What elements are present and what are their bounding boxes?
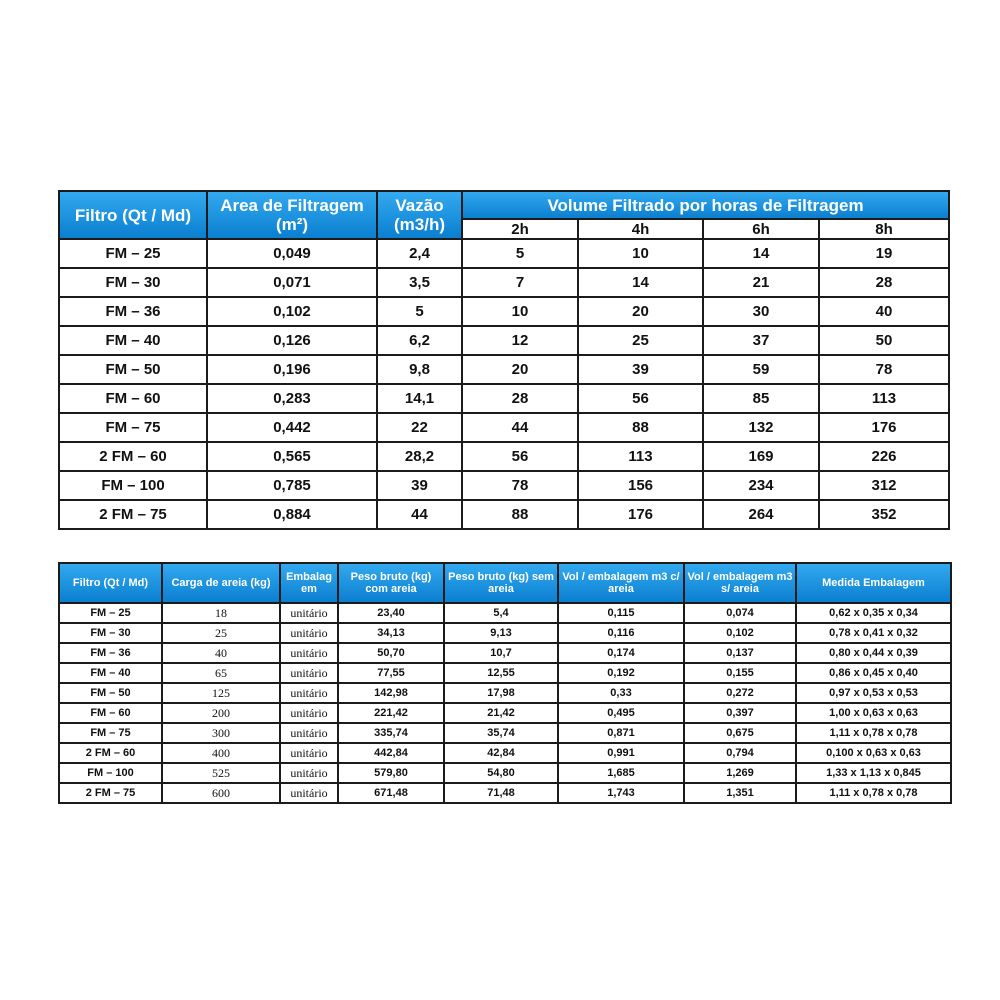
packaging-table (58, 562, 952, 804)
table-row (59, 268, 949, 297)
row-filter-model: FM – 36 (59, 643, 162, 663)
table-cell: 39 (377, 471, 462, 500)
table-cell: 0,871 (558, 723, 684, 743)
header-area (207, 191, 377, 239)
header-volume: Volume Filtrado por horas de Filtragem (462, 191, 949, 219)
table-cell: 28 (462, 384, 578, 413)
table-cell: 50,70 (338, 643, 444, 663)
row-filter-model: FM – 50 (59, 683, 162, 703)
table-cell: 0,071 (207, 268, 377, 297)
table-cell: 21 (703, 268, 819, 297)
table-cell: 0,126 (207, 326, 377, 355)
row-filter-model: FM – 30 (59, 623, 162, 643)
header-vazao (377, 191, 462, 239)
header2-carga: Carga de areia (kg) (162, 563, 280, 603)
table-cell: 0,80 x 0,44 x 0,39 (796, 643, 951, 663)
table-cell: 1,269 (684, 763, 796, 783)
table-cell: 0,97 x 0,53 x 0,53 (796, 683, 951, 703)
table-cell: 5 (377, 297, 462, 326)
row-filter-model: FM – 40 (59, 326, 207, 355)
table-cell: 10 (462, 297, 578, 326)
header2-medida: Medida Embalagem (796, 563, 951, 603)
table-cell: 0,196 (207, 355, 377, 384)
table-cell: unitário (280, 723, 338, 743)
table-cell: 6,2 (377, 326, 462, 355)
table-cell: 3,5 (377, 268, 462, 297)
row-filter-model: FM – 40 (59, 663, 162, 683)
table-cell: 125 (162, 683, 280, 703)
table-row (59, 743, 951, 763)
table-cell: 600 (162, 783, 280, 803)
table-cell: 12 (462, 326, 578, 355)
table-cell: 226 (819, 442, 949, 471)
header-filtro: Filtro (Qt / Md) (59, 191, 207, 239)
table-cell: 113 (819, 384, 949, 413)
table-cell: 0,283 (207, 384, 377, 413)
table-cell: 200 (162, 703, 280, 723)
table-cell: 0,884 (207, 500, 377, 529)
table-cell: 28 (819, 268, 949, 297)
table-cell: 25 (578, 326, 703, 355)
table-cell: unitário (280, 603, 338, 623)
table-row (59, 413, 949, 442)
table-cell: 85 (703, 384, 819, 413)
table-cell: 78 (462, 471, 578, 500)
table-cell: 34,13 (338, 623, 444, 643)
row-filter-model: 2 FM – 75 (59, 500, 207, 529)
table-cell: 0,397 (684, 703, 796, 723)
table-cell: unitário (280, 763, 338, 783)
table-cell: 56 (462, 442, 578, 471)
table-cell: unitário (280, 643, 338, 663)
table-row (59, 683, 951, 703)
table-cell: 5,4 (444, 603, 558, 623)
table-cell: 0,565 (207, 442, 377, 471)
row-filter-model: FM – 25 (59, 603, 162, 623)
table-cell: 525 (162, 763, 280, 783)
row-filter-model: FM – 75 (59, 723, 162, 743)
table-row (59, 663, 951, 683)
table-cell: 21,42 (444, 703, 558, 723)
table-row (59, 603, 951, 623)
table-row (59, 623, 951, 643)
table-cell: 20 (462, 355, 578, 384)
table-cell: 25 (162, 623, 280, 643)
table-row (59, 643, 951, 663)
row-filter-model: FM – 60 (59, 384, 207, 413)
table-cell: 1,00 x 0,63 x 0,63 (796, 703, 951, 723)
table-cell: 352 (819, 500, 949, 529)
table-cell: 1,685 (558, 763, 684, 783)
header-vazao-unit: (m3/h) (394, 215, 445, 234)
row-filter-model: FM – 25 (59, 239, 207, 268)
table-cell: 22 (377, 413, 462, 442)
row-filter-model: FM – 100 (59, 471, 207, 500)
table-row (59, 326, 949, 355)
table-cell: 0,155 (684, 663, 796, 683)
table-cell: 28,2 (377, 442, 462, 471)
table-cell: 9,13 (444, 623, 558, 643)
header2-vol-com: Vol / embalagem m3 c/ areia (558, 563, 684, 603)
table-cell: 0,675 (684, 723, 796, 743)
table-cell: 71,48 (444, 783, 558, 803)
table-cell: 39 (578, 355, 703, 384)
row-filter-model: FM – 100 (59, 763, 162, 783)
table-cell: 50 (819, 326, 949, 355)
header-area-label: Area de Filtragem (220, 196, 364, 215)
table-cell: 264 (703, 500, 819, 529)
table-row (59, 763, 951, 783)
table-cell: 0,116 (558, 623, 684, 643)
table-cell: 17,98 (444, 683, 558, 703)
table-cell: 40 (162, 643, 280, 663)
table-cell: 7 (462, 268, 578, 297)
table-cell: 0,192 (558, 663, 684, 683)
table-cell: 1,11 x 0,78 x 0,78 (796, 783, 951, 803)
table-cell: 1,351 (684, 783, 796, 803)
header-area-unit: (m²) (275, 215, 309, 234)
table-cell: 156 (578, 471, 703, 500)
row-filter-model: 2 FM – 75 (59, 783, 162, 803)
table-cell: 442,84 (338, 743, 444, 763)
table-cell: 221,42 (338, 703, 444, 723)
row-filter-model: FM – 50 (59, 355, 207, 384)
table-cell: 0,102 (207, 297, 377, 326)
table-cell: 1,743 (558, 783, 684, 803)
table-cell: 142,98 (338, 683, 444, 703)
header2-filtro: Filtro (Qt / Md) (59, 563, 162, 603)
table-cell: 18 (162, 603, 280, 623)
table-cell: 0,049 (207, 239, 377, 268)
table-cell: unitário (280, 743, 338, 763)
table-cell: 20 (578, 297, 703, 326)
header-vazao-label: Vazão (395, 196, 444, 215)
table-cell: 234 (703, 471, 819, 500)
table-row (59, 384, 949, 413)
table-cell: 169 (703, 442, 819, 471)
table-row (59, 500, 949, 529)
table-row (59, 297, 949, 326)
header2-peso-com: Peso bruto (kg) com areia (338, 563, 444, 603)
row-filter-model: 2 FM – 60 (59, 442, 207, 471)
table-cell: 44 (377, 500, 462, 529)
table-cell: 23,40 (338, 603, 444, 623)
table-cell: 0,074 (684, 603, 796, 623)
table-cell: 0,137 (684, 643, 796, 663)
filtration-volume-table (58, 190, 950, 530)
table-cell: 0,78 x 0,41 x 0,32 (796, 623, 951, 643)
table-cell: unitário (280, 623, 338, 643)
table-cell: 579,80 (338, 763, 444, 783)
table-cell: 14 (578, 268, 703, 297)
row-filter-model: FM – 75 (59, 413, 207, 442)
table-cell: 0,785 (207, 471, 377, 500)
table-cell: 0,102 (684, 623, 796, 643)
header-6h: 6h (703, 219, 819, 239)
table-cell: 10,7 (444, 643, 558, 663)
table-cell: unitário (280, 683, 338, 703)
table-cell: 0,62 x 0,35 x 0,34 (796, 603, 951, 623)
table-cell: unitário (280, 783, 338, 803)
row-filter-model: FM – 30 (59, 268, 207, 297)
table-cell: 35,74 (444, 723, 558, 743)
row-filter-model: FM – 36 (59, 297, 207, 326)
table-cell: 14,1 (377, 384, 462, 413)
table-cell: 300 (162, 723, 280, 743)
table-cell: 1,33 x 1,13 x 0,845 (796, 763, 951, 783)
table-cell: 44 (462, 413, 578, 442)
table-cell: 65 (162, 663, 280, 683)
table-cell: 176 (819, 413, 949, 442)
table-cell: 335,74 (338, 723, 444, 743)
table-row (59, 471, 949, 500)
table-cell: 88 (462, 500, 578, 529)
table-cell: 0,86 x 0,45 x 0,40 (796, 663, 951, 683)
table-cell: 30 (703, 297, 819, 326)
header2-embalagem: Embalag em (280, 563, 338, 603)
table-cell: 0,115 (558, 603, 684, 623)
header2-peso-sem: Peso bruto (kg) sem areia (444, 563, 558, 603)
table-cell: 0,174 (558, 643, 684, 663)
table-row (59, 239, 949, 268)
table-cell: 0,100 x 0,63 x 0,63 (796, 743, 951, 763)
table-row (59, 703, 951, 723)
table-cell: 0,794 (684, 743, 796, 763)
table-row (59, 783, 951, 803)
table-cell: 42,84 (444, 743, 558, 763)
table-cell: 1,11 x 0,78 x 0,78 (796, 723, 951, 743)
table-cell: 0,33 (558, 683, 684, 703)
table-cell: 59 (703, 355, 819, 384)
table-cell: 10 (578, 239, 703, 268)
table-cell: 5 (462, 239, 578, 268)
table-cell: 19 (819, 239, 949, 268)
header2-vol-sem: Vol / embalagem m3 s/ areia (684, 563, 796, 603)
header-4h: 4h (578, 219, 703, 239)
table-cell: 2,4 (377, 239, 462, 268)
table-row (59, 723, 951, 743)
row-filter-model: FM – 60 (59, 703, 162, 723)
table-cell: 12,55 (444, 663, 558, 683)
table-cell: unitário (280, 703, 338, 723)
table-cell: 40 (819, 297, 949, 326)
table-cell: 671,48 (338, 783, 444, 803)
header-8h: 8h (819, 219, 949, 239)
table-cell: 54,80 (444, 763, 558, 783)
table-cell: 88 (578, 413, 703, 442)
table-cell: 0,442 (207, 413, 377, 442)
table-cell: unitário (280, 663, 338, 683)
table-cell: 14 (703, 239, 819, 268)
table-cell: 113 (578, 442, 703, 471)
table-row (59, 442, 949, 471)
table-cell: 0,272 (684, 683, 796, 703)
table-cell: 312 (819, 471, 949, 500)
table-cell: 9,8 (377, 355, 462, 384)
table-cell: 0,495 (558, 703, 684, 723)
table-cell: 56 (578, 384, 703, 413)
table-row (59, 355, 949, 384)
table-cell: 78 (819, 355, 949, 384)
row-filter-model: 2 FM – 60 (59, 743, 162, 763)
header-2h: 2h (462, 219, 578, 239)
table-cell: 77,55 (338, 663, 444, 683)
table-cell: 37 (703, 326, 819, 355)
table-cell: 400 (162, 743, 280, 763)
table-cell: 132 (703, 413, 819, 442)
table-cell: 0,991 (558, 743, 684, 763)
table-cell: 176 (578, 500, 703, 529)
